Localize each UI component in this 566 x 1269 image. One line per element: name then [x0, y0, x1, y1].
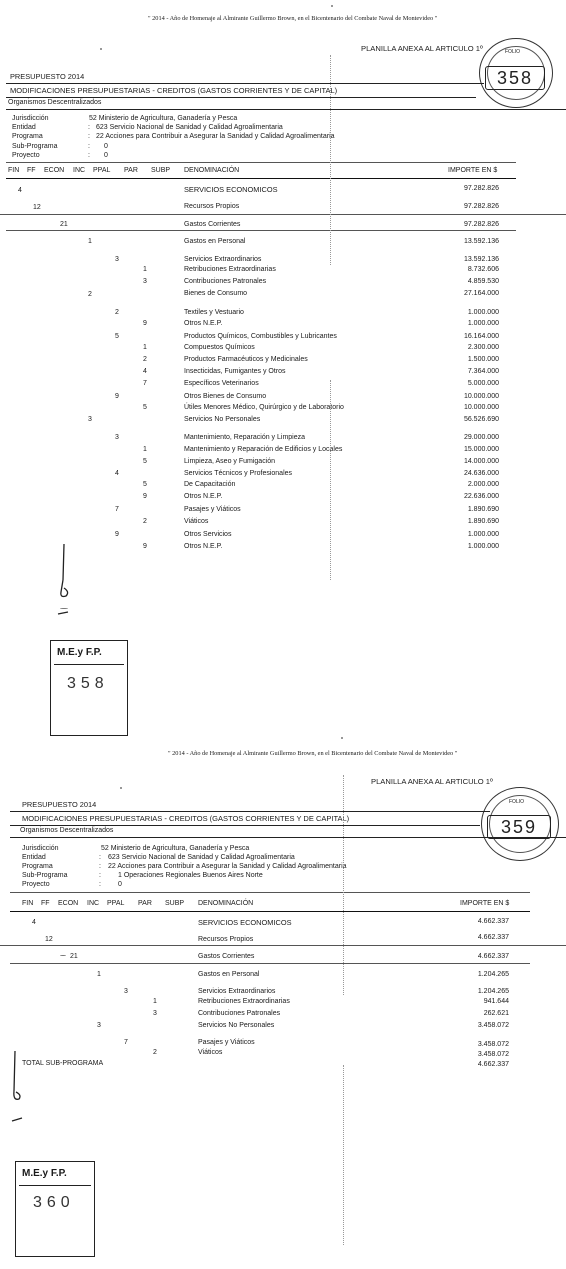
row-code: 4: [32, 919, 36, 926]
row-amount: 27.164.000: [463, 290, 499, 297]
row-denomination: Otros N.E.P.: [184, 493, 223, 500]
header-par: PAR: [138, 900, 152, 907]
proyecto-label: Proyecto: [22, 881, 50, 888]
proyecto-value: 0: [104, 152, 108, 159]
row-denomination: Productos Químicos, Combustibles y Lubricantes: [184, 333, 337, 340]
row-amount: 1.000.000: [467, 531, 499, 538]
row-denomination: Mantenimiento, Reparación y Limpieza: [184, 434, 306, 441]
row-denomination: Pasajes y Viáticos: [184, 506, 241, 513]
row-amount: 97.282.826: [463, 185, 499, 192]
row-code: 3: [153, 1010, 157, 1017]
subprograma-label: Sub-Programa: [22, 872, 68, 879]
row-code: 1: [153, 998, 157, 1005]
divider: [10, 825, 480, 826]
row-amount: 13.592.136: [463, 256, 499, 263]
row-denomination: Retribuciones Extraordinarias: [198, 998, 290, 1005]
divider: [6, 178, 516, 179]
row-code: 5: [143, 481, 147, 488]
row-code: 2: [143, 518, 147, 525]
speck: [120, 787, 122, 789]
row-amount: 4.662.337: [477, 918, 509, 925]
row-code: 9: [115, 393, 119, 400]
jurisdiccion-value: 52 Ministerio de Agricultura, Ganadería y Pesca: [89, 115, 238, 122]
divider: [10, 837, 566, 838]
row-denomination: Otros Servicios: [184, 531, 232, 538]
row-denomination: Servicios Técnicos y Profesionales: [184, 470, 293, 477]
divider: [10, 811, 490, 812]
row-amount: 3.458.072: [477, 1041, 509, 1048]
row-denomination: Recursos Propios: [184, 203, 240, 210]
commemorative-banner: " 2014 - Año de Homenaje al Almirante Guillermo Brown, en el Bicentenario del Combate Naval de Montevideo ": [148, 15, 438, 22]
row-denomination: Servicios Extraordinarios: [198, 988, 276, 995]
speck: [60, 608, 68, 609]
row-amount: 4.662.337: [477, 953, 509, 960]
row-denomination: Viáticos: [198, 1049, 223, 1056]
row-code: 2: [143, 356, 147, 363]
jurisdiccion-label: Jurisdicción: [12, 115, 49, 122]
presupuesto-label: PRESUPUESTO 2014: [22, 800, 97, 809]
row-amount: 3.458.072: [477, 1022, 509, 1029]
row-amount: 97.282.826: [463, 203, 499, 210]
row-code: 12: [45, 936, 53, 943]
row-code: 2: [88, 291, 92, 298]
entidad-label: Entidad: [12, 124, 36, 131]
row-code: 1: [143, 446, 147, 453]
row-denomination: Contribuciones Patronales: [184, 278, 267, 285]
header-importe: IMPORTE EN $: [448, 167, 498, 174]
row-code: 21: [70, 953, 78, 960]
row-amount: 1.890.690: [467, 518, 499, 525]
row-code: 5: [143, 404, 147, 411]
row-amount: 1.204.265: [477, 988, 509, 995]
row-code: 9: [143, 543, 147, 550]
row-amount: 22.636.000: [463, 493, 499, 500]
row-denomination: Otros Bienes de Consumo: [184, 393, 267, 400]
jurisdiccion-value: 52 Ministerio de Agricultura, Ganadería y Pesca: [101, 845, 250, 852]
fold-mark: [343, 775, 344, 995]
row-denomination: Compuestos Químicos: [184, 344, 255, 351]
fold-mark: [330, 380, 331, 580]
stamp-divider: [19, 1185, 91, 1186]
row-denomination: De Capacitación: [184, 481, 236, 488]
planilla-title: PLANILLA ANEXA AL ARTICULO 1º: [361, 44, 483, 53]
header-fin: FIN: [22, 900, 34, 907]
header-fin: FIN: [8, 167, 20, 174]
row-denomination: SERVICIOS ECONOMICOS: [184, 185, 278, 194]
row-code: 1: [143, 344, 147, 351]
stamp-text: M.E.y F.P.: [22, 1168, 67, 1179]
row-amount: 7.364.000: [467, 368, 499, 375]
subprograma-value: 0: [104, 143, 108, 150]
row-amount: 3.458.072: [477, 1051, 509, 1058]
row-amount: 15.000.000: [463, 446, 499, 453]
row-denomination: Recursos Propios: [198, 936, 254, 943]
row-denomination: Viáticos: [184, 518, 209, 525]
programa-label: Programa: [22, 863, 53, 870]
row-amount: 10.000.000: [463, 404, 499, 411]
programa-value: 22 Acciones para Contribuir a Asegurar la Sanidad y Calidad Agroalimentaria: [108, 863, 347, 870]
row-denomination: Servicios No Personales: [198, 1022, 275, 1029]
fold-mark: [343, 1065, 344, 1245]
row-code: 21: [60, 221, 68, 228]
presupuesto-label: PRESUPUESTO 2014: [10, 72, 85, 81]
row-code: 4: [115, 470, 119, 477]
entidad-value: 623 Servicio Nacional de Sanidad y Calidad Agroalimentaria: [96, 124, 283, 131]
folio-seal: [473, 36, 559, 112]
proyecto-sep: :: [99, 881, 101, 888]
programa-value: 22 Acciones para Contribuir a Asegurar la Sanidad y Calidad Agroalimentaria: [96, 133, 335, 140]
row-code: 3: [143, 278, 147, 285]
header-ppal: PPAL: [93, 167, 111, 174]
row-code: 7: [143, 380, 147, 387]
row-amount: 1.890.690: [467, 506, 499, 513]
row-code: 4: [18, 187, 22, 194]
commemorative-banner: " 2014 - Año de Homenaje al Almirante Guillermo Brown, en el Bicentenario del Combate Naval de Montevideo ": [168, 750, 458, 757]
proyecto-value: 0: [118, 881, 122, 888]
row-amount: 1.000.000: [467, 320, 499, 327]
folio-number: 359: [487, 815, 551, 839]
ministry-stamp: [15, 1161, 97, 1257]
row-code: 3: [115, 256, 119, 263]
header-ppal: PPAL: [107, 900, 125, 907]
row-amount: 4.662.337: [477, 934, 509, 941]
divider: [10, 963, 530, 964]
modificaciones-title: MODIFICACIONES PRESUPUESTARIAS - CREDITOS (GASTOS CORRIENTES Y DE CAPITAL): [22, 814, 350, 823]
header-denominacion: DENOMINACIÓN: [184, 167, 240, 174]
row-amount: 14.000.000: [463, 458, 499, 465]
proyecto-sep: :: [88, 152, 90, 159]
row-amount: 56.526.690: [463, 416, 499, 423]
row-amount: 24.636.000: [463, 470, 499, 477]
row-denomination: Específicos Veterinarios: [184, 380, 259, 387]
total-amount: 4.662.337: [477, 1061, 509, 1068]
entidad-label: Entidad: [22, 854, 46, 861]
stamp-divider: [54, 664, 124, 665]
row-code: 9: [143, 320, 147, 327]
row-amount: 1.500.000: [467, 356, 499, 363]
entidad-sep: :: [88, 124, 90, 131]
row-code: 4: [143, 368, 147, 375]
subprograma-sep: :: [88, 143, 90, 150]
row-code: 12: [33, 204, 41, 211]
handwritten-mark: [4, 1045, 34, 1125]
programa-label: Programa: [12, 133, 43, 140]
organismos-label: Organismos Descentralizados: [20, 827, 114, 834]
row-amount: 8.732.606: [467, 266, 499, 273]
folio-label: FOLIO: [509, 799, 525, 805]
row-denomination: Productos Farmacéuticos y Medicinales: [184, 356, 308, 363]
subprograma-sep: :: [99, 872, 101, 879]
row-amount: 16.164.000: [463, 333, 499, 340]
page-2: [0, 745, 566, 1269]
header-par: PAR: [124, 167, 138, 174]
stamp-number: 358: [67, 675, 109, 692]
header-inc: INC: [87, 900, 100, 907]
row-code: 3: [88, 416, 92, 423]
row-code: 7: [124, 1039, 128, 1046]
row-denomination: Otros N.E.P.: [184, 320, 223, 327]
header-subp: SUBP: [165, 900, 185, 907]
row-code: 7: [115, 506, 119, 513]
speck: [60, 955, 66, 956]
row-code: 1: [143, 266, 147, 273]
row-amount: 4.859.530: [467, 278, 499, 285]
header-econ: ECON: [58, 900, 79, 907]
row-denomination: Contribuciones Patronales: [198, 1010, 281, 1017]
divider: [6, 162, 516, 163]
divider: [0, 945, 566, 946]
divider: [6, 97, 476, 98]
folio-label: FOLIO: [505, 49, 521, 55]
speck: [331, 5, 333, 7]
programa-sep: :: [88, 133, 90, 140]
row-code: 9: [115, 531, 119, 538]
divider: [10, 892, 530, 893]
programa-sep: :: [99, 863, 101, 870]
row-denomination: SERVICIOS ECONOMICOS: [198, 918, 292, 927]
row-amount: 2.000.000: [467, 481, 499, 488]
row-denomination: Insecticidas, Fumigantes y Otros: [184, 368, 286, 375]
subprograma-value: 1 Operaciones Regionales Buenos Aires Norte: [118, 872, 263, 879]
row-amount: 97.282.826: [463, 221, 499, 228]
row-amount: 13.592.136: [463, 238, 499, 245]
row-denomination: Retribuciones Extraordinarias: [184, 266, 276, 273]
header-subp: SUBP: [151, 167, 171, 174]
row-amount: 262.621: [483, 1010, 509, 1017]
stamp-text: M.E.y F.P.: [57, 647, 102, 658]
row-code: 2: [153, 1049, 157, 1056]
fold-mark: [330, 55, 331, 265]
row-amount: 2.300.000: [467, 344, 499, 351]
row-code: 5: [115, 333, 119, 340]
entidad-sep: :: [99, 854, 101, 861]
row-denomination: Textiles y Vestuario: [184, 309, 244, 316]
jurisdiccion-label: Jurisdicción: [22, 845, 59, 852]
folio-number: 358: [485, 66, 545, 90]
row-denomination: Servicios Extraordinarios: [184, 256, 262, 263]
row-denomination: Gastos Corrientes: [184, 221, 241, 228]
row-denomination: Mantenimiento y Reparación de Edificios y Locales: [184, 446, 343, 453]
row-amount: 29.000.000: [463, 434, 499, 441]
header-econ: ECON: [44, 167, 65, 174]
row-code: 1: [88, 238, 92, 245]
row-denomination: Otros N.E.P.: [184, 543, 223, 550]
header-ff: FF: [41, 900, 50, 907]
row-code: 5: [143, 458, 147, 465]
total-label: TOTAL SUB-PROGRAMA: [22, 1060, 104, 1067]
row-denomination: Bienes de Consumo: [184, 290, 248, 297]
divider: [6, 83, 484, 84]
row-denomination: Servicios No Personales: [184, 416, 261, 423]
folio-seal: [479, 785, 563, 865]
subprograma-label: Sub-Programa: [12, 143, 58, 150]
header-inc: INC: [73, 167, 86, 174]
row-denomination: Gastos en Personal: [198, 971, 260, 978]
row-amount: 5.000.000: [467, 380, 499, 387]
divider: [0, 214, 566, 215]
row-code: 3: [97, 1022, 101, 1029]
ministry-stamp: [50, 640, 130, 736]
row-code: 1: [97, 971, 101, 978]
row-code: 9: [143, 493, 147, 500]
row-denomination: Gastos en Personal: [184, 238, 246, 245]
divider: [10, 911, 530, 912]
header-importe: IMPORTE EN $: [460, 900, 510, 907]
modificaciones-title: MODIFICACIONES PRESUPUESTARIAS - CREDITOS (GASTOS CORRIENTES Y DE CAPITAL): [10, 86, 338, 95]
row-amount: 1.204.265: [477, 971, 509, 978]
header-ff: FF: [27, 167, 36, 174]
row-denomination: Útiles Menores Médico, Quirúrgico y de Laboratorio: [184, 404, 344, 411]
proyecto-label: Proyecto: [12, 152, 40, 159]
row-code: 2: [115, 309, 119, 316]
organismos-label: Organismos Descentralizados: [8, 99, 102, 106]
row-code: 3: [115, 434, 119, 441]
divider: [6, 109, 566, 110]
planilla-title: PLANILLA ANEXA AL ARTICULO 1º: [371, 777, 493, 786]
row-amount: 1.000.000: [467, 309, 499, 316]
row-denomination: Pasajes y Viáticos: [198, 1039, 255, 1046]
row-denomination: Gastos Corrientes: [198, 953, 255, 960]
entidad-value: 623 Servicio Nacional de Sanidad y Calidad Agroalimentaria: [108, 854, 295, 861]
row-code: 3: [124, 988, 128, 995]
row-amount: 10.000.000: [463, 393, 499, 400]
row-amount: 1.000.000: [467, 543, 499, 550]
header-denominacion: DENOMINACIÓN: [198, 900, 254, 907]
divider: [6, 230, 516, 231]
row-denomination: Limpieza, Aseo y Fumigación: [184, 458, 276, 465]
row-amount: 941.644: [483, 998, 509, 1005]
stamp-number: 360: [33, 1194, 75, 1211]
speck: [100, 48, 102, 50]
speck: [341, 737, 343, 739]
